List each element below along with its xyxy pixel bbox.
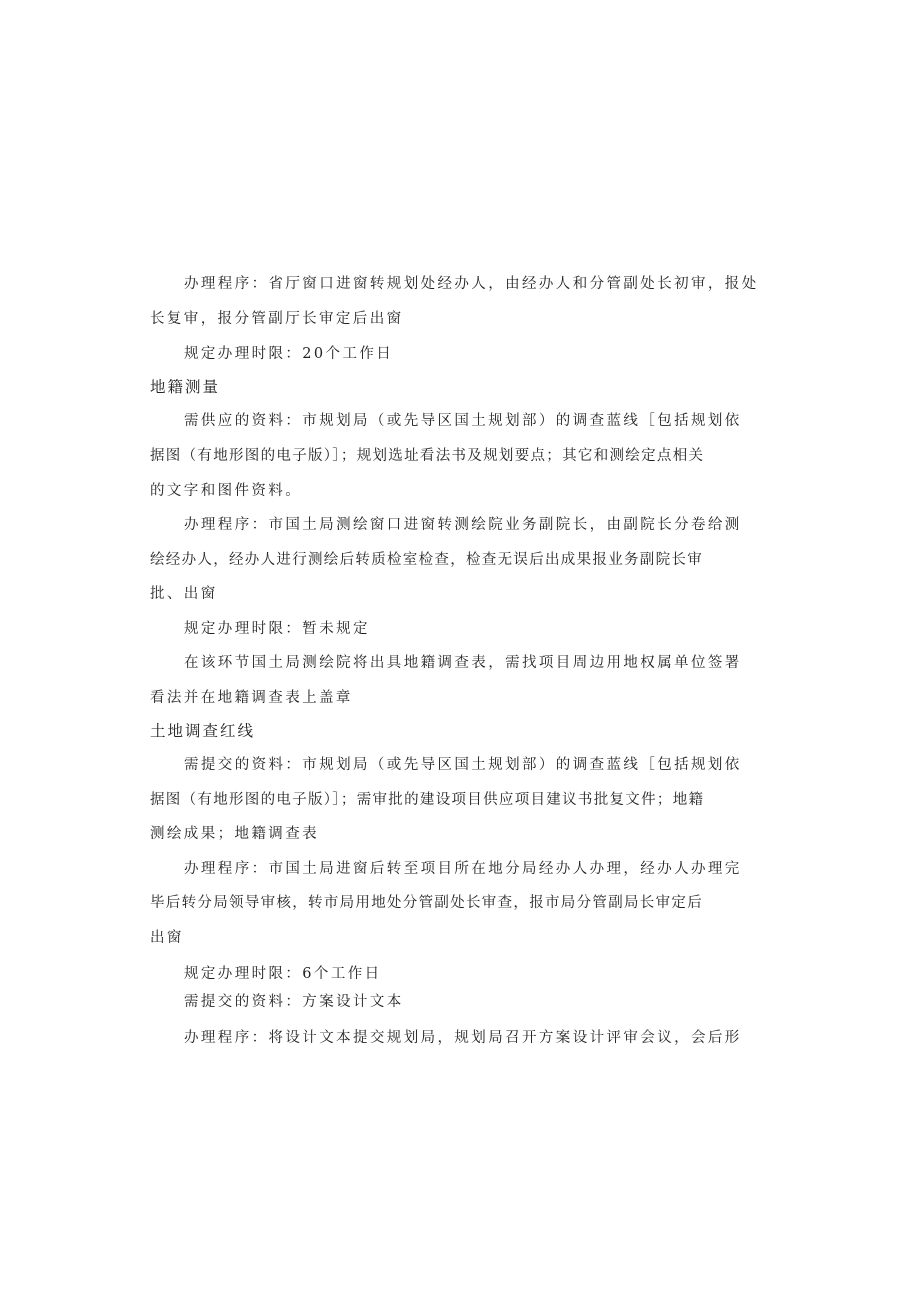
text-line: 看法并在地籍调查表上盖章 [150,690,353,706]
text-line: 出窗 [150,930,184,946]
text-line: 据图（有地形图的电子版）］；需审批的建设项目供应项目建议书批复文件；地籍 [150,792,705,808]
text-line: 长复审，报分管副厅长审定后出窗 [150,311,404,327]
text-line: 办理程序：市国土局测绘窗口进窗转测绘院业务副院长，由副院长分卷给测 [184,517,742,533]
text-line: 规定办理时限：暂未规定 [184,621,370,637]
text-line: 的文字和图件资料。 [150,483,303,499]
text-line: 在该环节国土局测绘院将出具地籍调查表，需找项目周边用地权属单位签署 [184,655,742,671]
text-line: 毕后转分局领导审核，转市局用地处分管副处长审查，报市局分管副局长审定后 [150,895,703,911]
text-line: 办理程序：将设计文本提交规划局，规划局召开方案设计评审会议，会后形 [184,1030,742,1046]
text-line: 测绘成果；地籍调查表 [150,826,319,842]
text-line: 规定办理时限：20个工作日 [184,346,394,362]
text-line: 办理程序：市国土局进窗后转至项目所在地分局经办人办理，经办人办理完 [184,861,742,877]
text-line: 规定办理时限：6个工作日 [184,966,382,982]
text-line: 批、出窗 [150,586,218,602]
section-heading: 地籍测量 [150,378,221,396]
text-line: 需提交的资料：市规划局（或先导区国土规划部）的调查蓝线［包括规划依 [184,757,742,773]
text-line: 据图（有地形图的电子版）］；规划选址看法书及规划要点；其它和测绘定点相关 [150,448,705,464]
text-line: 需提交的资料：方案设计文本 [184,994,404,1010]
text-line: 办理程序：省厅窗口进窗转规划处经办人，由经办人和分管副处长初审，报处 [184,276,759,292]
text-line: 需供应的资料：市规划局（或先导区国土规划部）的调查蓝线［包括规划依 [184,413,742,429]
text-line: 绘经办人，经办人进行测绘后转质检室检查，检查无误后出成果报业务副院长审 [150,552,703,568]
section-heading: 土地调查红线 [150,722,256,740]
